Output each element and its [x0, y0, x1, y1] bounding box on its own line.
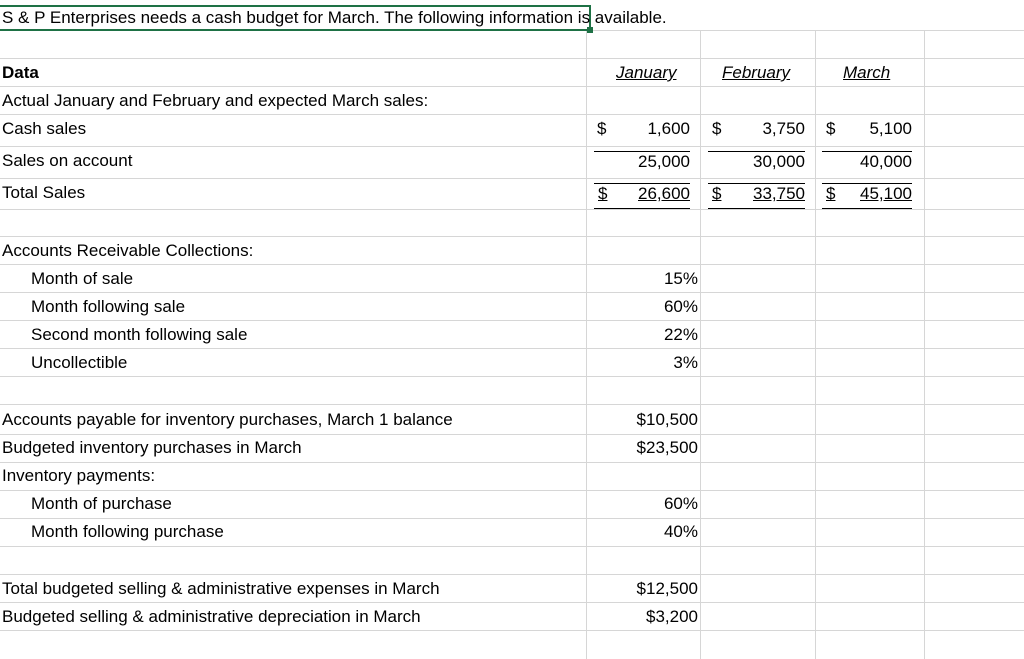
total-sales-march-cell[interactable]	[822, 183, 912, 203]
gridline	[0, 146, 1024, 147]
total-sales-january: 26,600	[638, 184, 690, 203]
ap-balance-value[interactable]: $10,500	[636, 410, 698, 429]
gridline	[0, 86, 1024, 87]
cash-sales-label[interactable]: Cash sales	[2, 119, 87, 138]
sales-on-account-march[interactable]: 40,000	[822, 151, 912, 172]
sga-expenses-value[interactable]: $12,500	[636, 579, 698, 598]
sga-depreciation-label[interactable]: Budgeted selling & administrative depreciation in March	[2, 607, 421, 626]
gridline	[0, 630, 1024, 631]
inventory-payment-row-value[interactable]: 40%	[663, 522, 698, 541]
total-sales-february-cell[interactable]	[708, 183, 805, 203]
gridline	[0, 320, 1024, 321]
ap-balance-label[interactable]: Accounts payable for inventory purchases, March 1 balance	[2, 410, 453, 429]
double-underline	[594, 205, 690, 209]
gridline	[0, 348, 1024, 349]
gridline	[0, 376, 1024, 377]
total-sales-february: 33,750	[753, 184, 805, 203]
cash-sales-january[interactable]: 1,600	[647, 119, 690, 138]
cash-sales-march[interactable]: 5,100	[869, 119, 912, 138]
currency-symbol: $	[826, 119, 836, 138]
total-sales-label[interactable]: Total Sales	[2, 183, 86, 202]
currency-symbol: $	[598, 184, 608, 203]
sales-on-account-february[interactable]: 30,000	[708, 151, 805, 172]
ar-row-label[interactable]: Month of sale	[31, 269, 134, 288]
ar-row-label[interactable]: Uncollectible	[31, 353, 128, 372]
inventory-payment-row-label[interactable]: Month following purchase	[31, 522, 224, 541]
gridline	[700, 30, 701, 659]
gridline	[0, 518, 1024, 519]
total-sales-january-cell[interactable]	[594, 183, 690, 203]
ar-row-label[interactable]: Second month following sale	[31, 325, 248, 344]
inventory-payment-row-value[interactable]: 60%	[663, 494, 698, 513]
currency-symbol: $	[597, 119, 607, 138]
gridline	[0, 546, 1024, 547]
gridline	[924, 30, 925, 659]
month-header-february[interactable]: February	[722, 63, 791, 82]
inventory-purchases-label[interactable]: Budgeted inventory purchases in March	[2, 438, 302, 457]
total-sales-march: 45,100	[860, 184, 912, 203]
gridline	[0, 209, 1024, 210]
gridline	[0, 58, 1024, 59]
title-cell[interactable]: S & P Enterprises needs a cash budget for March. The following information is available.	[2, 8, 667, 27]
currency-symbol: $	[826, 184, 836, 203]
gridline	[0, 264, 1024, 265]
ar-row-value[interactable]: 3%	[673, 353, 698, 372]
month-header-march[interactable]: March	[843, 63, 891, 82]
currency-symbol: $	[712, 119, 722, 138]
sales-on-account-january[interactable]: 25,000	[594, 151, 690, 172]
gridline	[815, 30, 816, 659]
sga-depreciation-value[interactable]: $3,200	[646, 607, 698, 626]
ar-row-value[interactable]: 22%	[663, 325, 698, 344]
month-header-january[interactable]: January	[616, 63, 677, 82]
gridline	[586, 30, 587, 659]
gridline	[0, 404, 1024, 405]
gridline	[0, 178, 1024, 179]
sales-section-label[interactable]: Actual January and February and expected March sales:	[2, 91, 429, 110]
ar-row-value[interactable]: 15%	[663, 269, 698, 288]
sales-on-account-label[interactable]: Sales on account	[2, 151, 133, 170]
data-header[interactable]: Data	[2, 63, 39, 82]
ar-row-value[interactable]: 60%	[663, 297, 698, 316]
gridline	[0, 292, 1024, 293]
ar-collections-label[interactable]: Accounts Receivable Collections:	[2, 241, 254, 260]
cash-sales-february[interactable]: 3,750	[762, 119, 805, 138]
inventory-purchases-value[interactable]: $23,500	[636, 438, 698, 457]
inventory-payment-row-label[interactable]: Month of purchase	[31, 494, 172, 513]
currency-symbol: $	[712, 184, 722, 203]
gridline	[0, 114, 1024, 115]
gridline	[0, 462, 1024, 463]
gridline	[0, 574, 1024, 575]
double-underline	[708, 205, 805, 209]
gridline	[0, 434, 1024, 435]
inventory-payments-label[interactable]: Inventory payments:	[2, 466, 156, 485]
gridline	[0, 236, 1024, 237]
sga-expenses-label[interactable]: Total budgeted selling & administrative expenses in March	[2, 579, 440, 598]
gridline	[0, 602, 1024, 603]
ar-row-label[interactable]: Month following sale	[31, 297, 186, 316]
gridline	[0, 490, 1024, 491]
double-underline	[822, 205, 912, 209]
